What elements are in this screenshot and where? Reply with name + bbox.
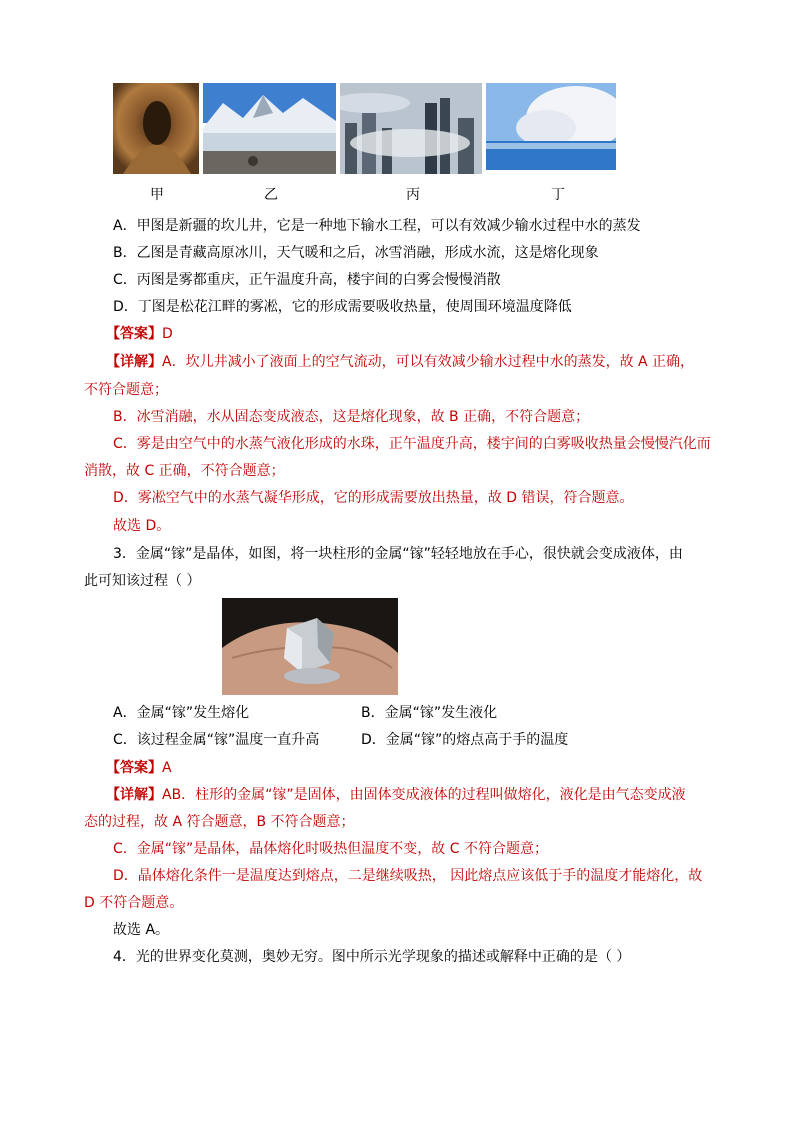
karez-cave-image [113,83,199,174]
image-caption-ding: 丁 [551,187,565,203]
glacier-image [203,83,336,174]
answer-value: D [162,326,173,342]
q3-option-a: A．金属“镓”发生熔化 [113,705,250,721]
option-a: A．甲图是新疆的坎儿井，它是一种地下输水工程，可以有效减少输水过程中水的蒸发 [113,218,641,234]
gallium-in-hand-photo [222,598,398,695]
q3-detail-line-1 [106,785,686,805]
question-3-stem-2: 此可知该过程（ ） [84,573,201,589]
detail-line-6: D．雾凇空气中的水蒸气凝华形成，它的形成需要放出热量，故 D 错误，符合题意。 [113,490,634,506]
conclusion-line: 故选 D。 [113,518,171,534]
q3-option-c: C．该过程金属“镓”温度一直升高 [113,732,320,748]
q3-detail-line-3: C．金属“镓”是晶体，晶体熔化时吸热但温度不变，故 C 不符合题意； [113,841,548,857]
detail-tag: 【详解】 [106,354,162,370]
q3-option-d: D．金属“镓”的熔点高于手的温度 [361,732,569,748]
q3-detail-line-5: D 不符合题意。 [84,895,184,911]
detail-line-1 [106,352,694,372]
image-caption-bing: 丙 [406,187,420,203]
q3-detail-text: AB．柱形的金属“镓”是固体，由固体变成液体的过程叫做熔化，液化是由气态变成液 [162,787,686,803]
gallium-image [222,598,398,695]
question-3-stem-1: 3．金属“镓”是晶体，如图，将一块柱形的金属“镓”轻轻地放在手心，很快就会变成液体，由 [113,546,683,562]
q3-detail-line-2: 态的过程，故 A 符合题意，B 不符合题意； [84,814,355,830]
answer-tag: 【答案】 [106,326,162,342]
option-b: B．乙图是青藏高原冰川，天气暖和之后，冰雪消融，形成水流，这是熔化现象 [113,245,599,261]
rime-image [486,83,616,170]
q3-answer-line [106,758,172,778]
detail-line-5: 消散，故 C 正确，不符合题意； [84,463,285,479]
city-fog-image [340,83,482,174]
detail-text: A．坎儿井减小了液面上的空气流动，可以有效减少输水过程中水的蒸发，故 A 正确， [162,354,695,370]
q3-answer-value: A [162,760,172,776]
q3-conclusion-line: 故选 A。 [113,922,170,938]
image-caption-jia: 甲 [150,187,164,203]
detail-line-4: C．雾是由空气中的水蒸气液化形成的水珠，正午温度升高，楼宇间的白雾吸收热量会慢慢汽化而 [113,436,711,452]
option-d: D．丁图是松花江畔的雾凇，它的形成需要吸收热量，使周围环境温度降低 [113,299,572,315]
image-caption-yi: 乙 [264,187,278,203]
city-fog-photo [340,83,482,174]
q3-detail-tag: 【详解】 [106,787,162,803]
rime-photo [486,83,616,170]
answer-line [106,324,173,344]
q3-answer-tag: 【答案】 [106,760,162,776]
detail-line-3: B．冰雪消融，水从固态变成液态，这是熔化现象，故 B 正确，不符合题意； [113,409,590,425]
q3-option-b: B．金属“镓”发生液化 [361,705,498,721]
detail-line-2: 不符合题意； [84,382,168,398]
question-4-stem: 4．光的世界变化莫测，奥妙无穷。图中所示光学现象的描述或解释中正确的是（ ） [113,949,631,965]
karez-cave-photo [113,83,199,174]
q3-detail-line-4: D．晶体熔化条件一是温度达到熔点，二是继续吸热， 因此熔点应该低于手的温度才能熔化，故 [113,868,703,884]
glacier-photo [203,83,336,174]
option-c: C．丙图是雾都重庆，正午温度升高，楼宇间的白雾会慢慢消散 [113,272,501,288]
